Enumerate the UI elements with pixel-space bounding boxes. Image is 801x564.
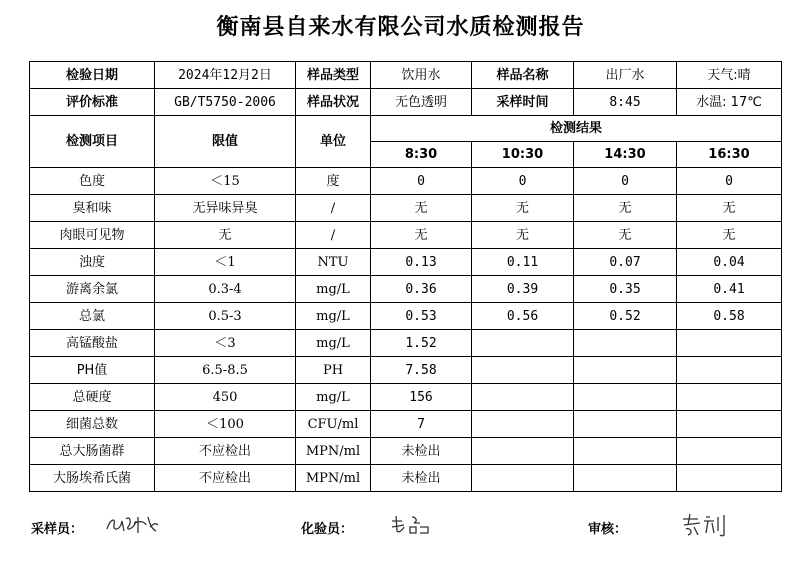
condition-value: 无色透明 [371,89,472,116]
result-cell [677,357,782,384]
item-cell: 总氯 [30,303,155,330]
condition-label: 样品状况 [296,89,371,116]
limit-cell: ＜3 [155,330,296,357]
item-cell: PH值 [30,357,155,384]
result-cell [677,411,782,438]
table-row [30,384,782,411]
limit-cell: 不应检出 [155,465,296,492]
limit-cell: ＜100 [155,411,296,438]
date-value: 2024年12月2日 [155,62,296,89]
item-cell: 总硬度 [30,384,155,411]
item-cell: 大肠埃希氏菌 [30,465,155,492]
result-cell: 0.35 [574,276,677,303]
result-cell [677,438,782,465]
result-cell [574,465,677,492]
result-cell: 7 [371,411,472,438]
time-header: 14:30 [574,142,677,168]
result-cell: 0.07 [574,249,677,276]
sampler-label: 采样员： [31,522,84,537]
weather: 天气:晴 [677,62,782,89]
result-cell: 0.11 [472,249,574,276]
unit-cell: / [296,195,371,222]
table-row [30,438,782,465]
unit-cell: mg/L [296,330,371,357]
time-header: 8:30 [371,142,472,168]
water-quality-table [29,61,782,492]
limit-cell: 无异味异臭 [155,195,296,222]
result-cell: 0.41 [677,276,782,303]
result-cell: 0 [677,168,782,195]
result-cell [574,330,677,357]
table-row [30,303,782,330]
result-cell: 0.13 [371,249,472,276]
result-cell: 无 [472,195,574,222]
unit-cell: NTU [296,249,371,276]
result-cell [574,384,677,411]
result-cell: 无 [371,222,472,249]
unit-cell: mg/L [296,303,371,330]
table-row [30,249,782,276]
result-cell: 无 [677,222,782,249]
result-cell [677,330,782,357]
result-cell: 无 [371,195,472,222]
sample-type-label: 样品类型 [296,62,371,89]
result-cell: 0 [371,168,472,195]
standard-label: 评价标准 [30,89,155,116]
reviewer-signature [680,511,730,539]
result-cell: 0.04 [677,249,782,276]
unit-cell: 度 [296,168,371,195]
result-cell: 0.56 [472,303,574,330]
limit-cell: 无 [155,222,296,249]
table-row [30,357,782,384]
result-cell [677,465,782,492]
result-rows [30,168,782,492]
date-label: 检验日期 [30,62,155,89]
unit-column-header: 单位 [296,116,371,168]
table-row [30,222,782,249]
result-cell [472,384,574,411]
table-row [30,276,782,303]
item-cell: 总大肠菌群 [30,438,155,465]
result-cell [472,411,574,438]
result-cell: 无 [677,195,782,222]
limit-cell: 450 [155,384,296,411]
limit-cell: 6.5-8.5 [155,357,296,384]
result-cell: 无 [574,222,677,249]
result-cell: 未检出 [371,438,472,465]
limit-cell: ＜1 [155,249,296,276]
result-cell: 0.39 [472,276,574,303]
sampling-time-value: 8:45 [574,89,677,116]
limit-cell: ＜15 [155,168,296,195]
standard-value: GB/T5750-2006 [155,89,296,116]
sampling-time-label: 采样时间 [472,89,574,116]
result-cell [472,357,574,384]
table-row [30,168,782,195]
unit-cell: MPN/ml [296,438,371,465]
header-row-1 [30,62,782,89]
result-cell: 0 [472,168,574,195]
time-header: 10:30 [472,142,574,168]
result-cell: 1.52 [371,330,472,357]
sampler-signature [104,511,160,537]
result-cell [472,438,574,465]
result-cell: 0.36 [371,276,472,303]
table-row [30,411,782,438]
sample-name-value: 出厂水 [574,62,677,89]
column-header-row [30,116,782,142]
item-cell: 浊度 [30,249,155,276]
item-cell: 细菌总数 [30,411,155,438]
report-title: 衡南县自来水有限公司水质检测报告 [216,15,585,40]
header-row-2 [30,89,782,116]
unit-cell: mg/L [296,276,371,303]
reviewer-label: 审核： [588,522,628,537]
water-temp: 水温: 17℃ [677,89,782,116]
result-cell: 无 [574,195,677,222]
limit-cell: 0.5-3 [155,303,296,330]
result-cell [574,357,677,384]
result-cell [472,465,574,492]
result-cell: 无 [472,222,574,249]
result-cell: 未检出 [371,465,472,492]
item-cell: 臭和味 [30,195,155,222]
limit-column-header: 限值 [155,116,296,168]
item-cell: 色度 [30,168,155,195]
result-cell [472,330,574,357]
unit-cell: / [296,222,371,249]
result-cell [574,438,677,465]
table-row [30,330,782,357]
unit-cell: CFU/ml [296,411,371,438]
result-cell: 0 [574,168,677,195]
result-cell: 0.52 [574,303,677,330]
item-cell: 肉眼可见物 [30,222,155,249]
unit-cell: PH [296,357,371,384]
result-cell: 0.53 [371,303,472,330]
result-cell [574,411,677,438]
item-cell: 高锰酸盐 [30,330,155,357]
sample-type-value: 饮用水 [371,62,472,89]
table-row [30,465,782,492]
result-cell: 0.58 [677,303,782,330]
unit-cell: MPN/ml [296,465,371,492]
time-header: 16:30 [677,142,782,168]
unit-cell: mg/L [296,384,371,411]
tester-label: 化验员： [301,522,354,537]
table-row [30,195,782,222]
result-cell: 156 [371,384,472,411]
result-cell: 7.58 [371,357,472,384]
item-column-header: 检测项目 [30,116,155,168]
tester-signature [388,511,436,537]
limit-cell: 0.3-4 [155,276,296,303]
sample-name-label: 样品名称 [472,62,574,89]
result-cell [677,384,782,411]
limit-cell: 不应检出 [155,438,296,465]
results-column-header: 检测结果 [371,116,782,142]
item-cell: 游离余氯 [30,276,155,303]
